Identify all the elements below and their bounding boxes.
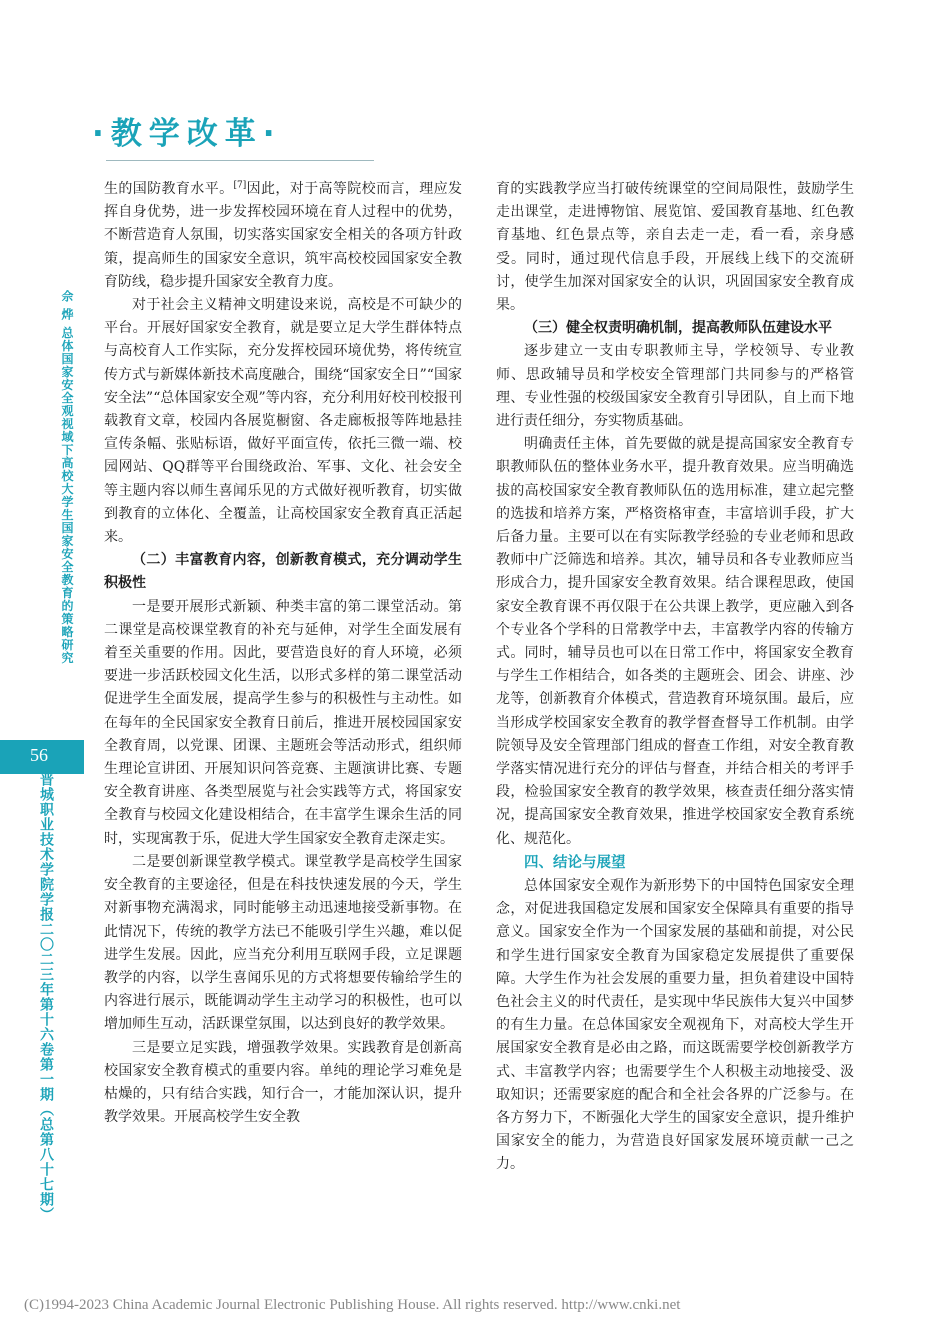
paragraph: 二是要创新课堂教学模式。课堂教学是高校学生国家安全教育的主要途径，但是在科技快速发展的今天，学生对新事物充满渴求，同时能够主动迅速地接受新事物。在此情况下，传统的教学方法已不能吸引学生兴趣，难以促进学生发展。因此，应当充分利用互联网手段，立足课题教学的内容，以学生喜闻乐见的方式将想要传输给学生的内容进行展示，既能调动学生主动学习的积极性，也可以增加师生互动，活跃课堂氛围，以达到良好的教学效果。 [104,853,462,1033]
right-column [496,178,854,1177]
copyright-footer: (C)1994-2023 China Academic Journal Electronic Publishing House. All rights reserved. http://www.cnki.net [24,1297,681,1313]
paragraph: 生的国防教育水平。[7]因此，对于高等院校而言，理应发挥自身优势，进一步发挥校园环境在育人过程中的优势，不断营造育人氛围，切实落实国家安全相关的各项方针政策，提高师生的国家安全意识，筑牢高校校园国家安全教育防线，稳步提升国家安全教育力度。 [104,180,462,290]
paragraph: 总体国家安全观作为新形势下的中国特色国家安全理念，对促进我国稳定发展和国家安全保障具有重要的指导意义。国家安全作为一个国家发展的基础和前提，对公民和学生进行国家安全教育为国家稳定发展提供了重要保障。大学生作为社会发展的重要力量，担负着建设中国特色社会主义的时代责任，是实现中华民族伟大复兴中国梦的有生力量。在总体国家安全观视角下，对高校大学生开展国家安全教育是必由之路，而这既需要学校创新教学方式、丰富教学内容；也需要学生个人积极主动地接受、汲取知识；还需要家庭的配合和全社会各界的广泛参与。在各方努力下，不断强化大学生的国家安全意识，提升维护国家安全的能力，为营造良好国家发展环境贡献一己之力。 [496,877,854,1173]
journal-running-title: 晋城职业技术学院学报二〇二三年第十六卷第一期（总第八十七期） [38,772,54,1222]
section-title: ·教学改革· [92,116,282,152]
paragraph: 一是要开展形式新颖、种类丰富的第二课堂活动。第二课堂是高校课堂教育的补充与延伸，对学生全面发展有着至关重要的作用。因此，要营造良好的育人环境，必须要进一步活跃校园文化生活，以形式多样的第二课堂活动促进学生全面发展，提高学生参与的积极性与主动性。如在每年的全民国家安全教育日前后，推进开展校园国家安全教育周，以党课、团课、主题班会等活动形式，组织师生理论宣讲团、开展知识问答竞赛、主题演讲比赛、专题安全教育讲座、各类型展览与社会实践等方式，将国家安全教育与校园文化建设相结合，在丰富学生课余生活的同时，实现寓教于乐，促进大学生国家安全教育走深走实。 [104,598,462,847]
article-running-title: 佘 烨 总体国家安全观视域下高校大学生国家安全教育的策略研究 [60,290,74,665]
paragraph: 育的实践教学应当打破传统课堂的空间局限性，鼓励学生走出课堂，走进博物馆、展览馆、爱国教育基地、红色教育基地、红色景点等，亲自去走一走，看一看，亲身感受。同时，通过现代信息手段，开展线上线下的交流研讨，使学生加深对国家安全的认识，巩固国家安全教育成果。 [496,181,854,314]
paragraph: 三是要立足实践，增强教学效果。实践教育是创新高校国家安全教育模式的重要内容。单纯的理论学习难免是枯燥的，只有结合实践，知行合一，才能加深认识，提升教学效果。开展高校学生安全教 [104,1039,462,1126]
subsection-heading: （三）健全权责明确机制，提高教师队伍建设水平 [524,320,832,337]
left-column [104,178,462,1129]
paragraph: 逐步建立一支由专职教师主导，学校领导、专业教师、思政辅导员和学校安全管理部门共同参与的严格管理、专业性强的校级国家安全教育引导团队，自上而下地进行责任细分，夯实物质基础。 [496,343,854,430]
subsection-heading: （二）丰富教育内容，创新教育模式，充分调动学生积极性 [104,552,462,592]
header-divider [106,160,374,161]
page-number: 56 [30,745,48,765]
citation-ref[interactable]: [7] [233,180,247,191]
section-heading: 四、结论与展望 [524,854,626,871]
paragraph: 对于社会主义精神文明建设来说，高校是不可缺少的平台。开展好国家安全教育，就是要立足大学生群体特点与高校育人工作实际，充分发挥校园环境优势，将传统宣传方式与新媒体新技术高度融合，围绕“国家安全日”“国家安全法”“总体国家安全观”等内容，充分利用好校刊校报刊载教育文章，校园内各展览橱窗、各走廊板报等阵地悬挂宣传条幅、张贴标语，做好平面宣传，依托三微一端、校园网站、QQ群等平台围绕政治、军事、文化、社会安全等主题内容以师生喜闻乐见的方式做好视听教育，切实做到教育的立体化、全覆盖，让高校国家安全教育真正活起来。 [104,297,462,546]
paragraph: 明确责任主体，首先要做的就是提高国家安全教育专职教师队伍的整体业务水平，提升教育效果。应当明确选拔的高校国家安全教育教师队伍的选用标准，建立起完整的选拔和培养方案，严格资格审查，丰富培训手段，扩大后备力量。主要可以在有实际教学经验的专业老师和思政教师中广泛筛选和培养。其次，辅导员和各专业教师应当形成合力，提升国家安全教育效果。结合课程思政，使国家安全教育课不再仅限于在公共课上教学，更应融入到各个专业各个学科的日常教学中去，丰富教学内容的传输方式。同时，辅导员也可以在日常工作中，将国家安全教育与学生工作相结合，如各类的主题班会、团会、讲座、沙龙等，创新教育介体模式，营造教育环境氛围。最后，应当形成学校国家安全教育的教学督查督导工作机制。由学院领导及安全管理部门组成的督查工作组，对安全教育教学落实情况进行充分的评估与督查，并结合相关的考评手段，检验国家安全教育的教学效果，核查责任细分落实情况，提高国家安全教育效果，推进学校国家安全教育系统化、规范化。 [496,436,854,847]
